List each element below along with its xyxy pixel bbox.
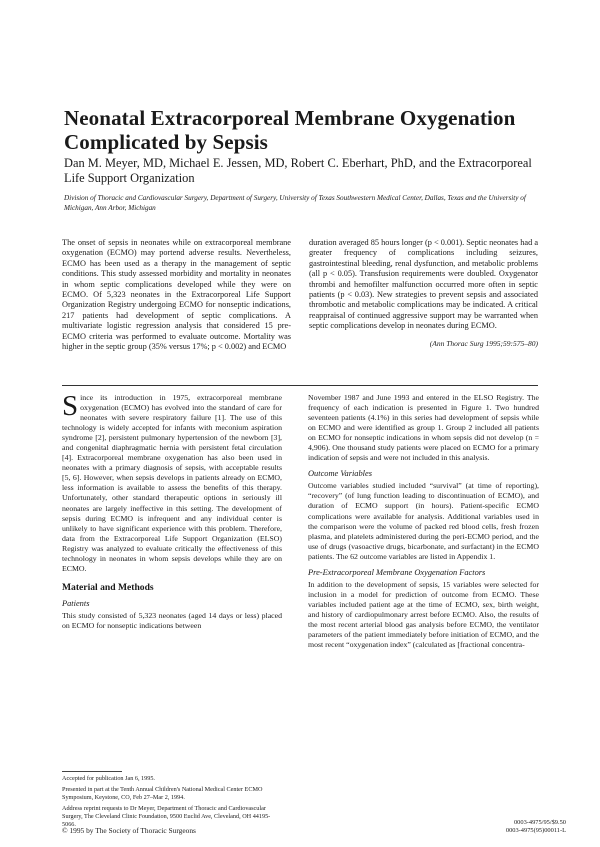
outcome-heading: Outcome Variables: [308, 469, 372, 479]
abstract-paragraph-1: The onset of sepsis in neonates while on extracorporeal membrane oxygenation (ECMO) may portend adverse results. Nevertheless, ECMO has been used as a therapy in the management of septic conditions. This study assessed morbidity and mortality in neonates in whom septic complications developed while they were on ECMO. Of 5,323 neonates in the Extracorporeal Life Support Organization Registry undergoing ECMO for nonseptic indications, 217 patients had development of septic complications. A multivariate logistic regression analysis that considered 15 pre-ECMO criteria was performed to evaluate outcome. Mortality was higher in the septic group (35% versus 17%; p < 0.002) and ECMO: [62, 238, 291, 352]
journal-citation: (Ann Thorac Surg 1995;59:575–80): [429, 338, 538, 348]
article-authors: Dan M. Meyer, MD, Michael E. Jessen, MD, Robert C. Eberhart, PhD, and the Extracorporeal Life Support Organization: [64, 156, 532, 185]
body-column-left: [62, 390, 282, 631]
publication-codes: [486, 819, 566, 835]
footnote-presented: Presented in part at the Tenth Annual Children's National Medical Center ECMO Symposium, Keystone, CO, Feb 27–Mar 2, 1994.: [62, 785, 263, 801]
footnotes: [62, 775, 284, 831]
abstract-divider: [62, 385, 538, 386]
intro-paragraph: [62, 390, 282, 574]
abstract-paragraph-2: duration averaged 85 hours longer (p < 0.001). Septic neonates had a greater frequency of complications including seizures, gastrointestinal bleeding, renal dysfunction, and metabolic problems (all p < 0.05). Transfusion requirements were doubled. Oxygenator thrombi and hemofilter malfunction occurred more often in septic patients (p < 0.03). New strategies to prevent sepsis and associated thrombotic and metabolic complications may be indicated. A critical reappraisal of continued aggressive support may be warranted when septic complications develop in neonates during ECMO.: [309, 238, 538, 331]
body-column-right: [308, 393, 539, 650]
outcome-paragraph: Outcome variables studied included “survival” (at time of reporting), “recovery” (of lung function leading to discontinuation of ECMO), and duration of ECMO support (in hours). Patient-specific ECMO complications were available for analysis. Additional variables used in the comparison were the volume of packed red blood cells, fresh frozen plasma, and platelets administered during the peri-ECMO period, and the use of drugs (vasoactive drugs, bicarbonate, and surfactant) in the ECMO patients. The 62 outcome variables are listed in Appendix 1.: [308, 481, 539, 561]
footnote-address: Address reprint requests to Dr Meyer, Department of Thoracic and Cardiovascular Surgery, The Cleveland Clinic Foundation, 9500 Euclid Ave, Cleveland, OH 44195-5066.: [62, 804, 271, 828]
footnote-rule: [62, 771, 122, 772]
author-affiliation: Division of Thoracic and Cardiovascular Surgery, Department of Surgery, University of Texas Southwestern Medical Center, Dallas, Texas and the University of Michigan, Ann Arbor, Michigan: [64, 194, 526, 212]
pii-code: 0003-4975(95)00011-L: [505, 827, 566, 834]
price-code: 0003-4975/95/$9.50: [513, 819, 566, 826]
preecmo-heading: Pre-Extracorporeal Membrane Oxygenation Factors: [308, 567, 486, 577]
preecmo-paragraph: In addition to the development of sepsis, 15 variables were selected for inclusion in a model for prediction of outcome from ECMO. These variables included patient age at the time of ECMO, sex, birth weight, and history of cardiopulmonary arrest before ECMO. Also, the results of the most recent arterial blood gas analysis before ECMO, the ventilator parameters of the patient immediately before initiation of ECMO, and the most recent “oxygenation index” (calculated as [fractional concentra-: [308, 579, 539, 650]
patients-paragraph: This study consisted of 5,323 neonates (aged 14 days or less) placed on ECMO for nonseptic indications between: [62, 610, 282, 630]
patients-continued-paragraph: November 1987 and June 1993 and entered in the ELSO Registry. The frequency of each indication is presented in Figure 1. Two hundred seventeen patients (4.1%) in this series had development of sepsis while on ECMO and were identified as group 1. Group 2 included all patients on ECMO for nonseptic indications in whom sepsis did not develop (n = 4,906). One thousand study patients were placed on ECMO for a primary indication of sepsis and were not included in this analysis.: [308, 393, 539, 463]
intro-text: ince its introduction in 1975, extracorporeal membrane oxygenation (ECMO) has evolved into the standard of care for neonates with severe respiratory failure [1]. The use of this technology is widely accepted for infants with meconium aspiration syndrome [2], persistent pulmonary hypertension of the newborn [3], and congenital diaphragmatic hernia with persistent fetal circulation [4]. Extracorporeal membrane oxygenation has also been used in neonates with a primary diagnosis of sepsis, with acceptable results [5, 6]. However, when sepsis develops in patients already on ECMO, less information is available to assess the benefits of this therapy. Unfortunately, other standard therapeutic options in seriously ill neonates are largely ineffective in this setting. The development of sepsis during ECMO is infrequent and any individual center is unlikely to have significant experience with this problem. Therefore, data from the Extracorporeal Life Support Organization (ELSO) Registry was analyzed to evaluate critically the effectiveness of this technology in neonates in whom sepsis develops while they are on ECMO.: [62, 393, 282, 573]
patients-heading: Patients: [62, 598, 90, 608]
article-title: Neonatal Extracorporeal Membrane Oxygenation Complicated by Sepsis: [64, 106, 516, 154]
drop-cap: S: [62, 390, 79, 422]
copyright-line: © 1995 by The Society of Thoracic Surgeons: [62, 826, 196, 835]
footnote-accepted: Accepted for publication Jan 6, 1995.: [62, 775, 155, 782]
methods-heading: Material and Methods: [62, 581, 154, 593]
